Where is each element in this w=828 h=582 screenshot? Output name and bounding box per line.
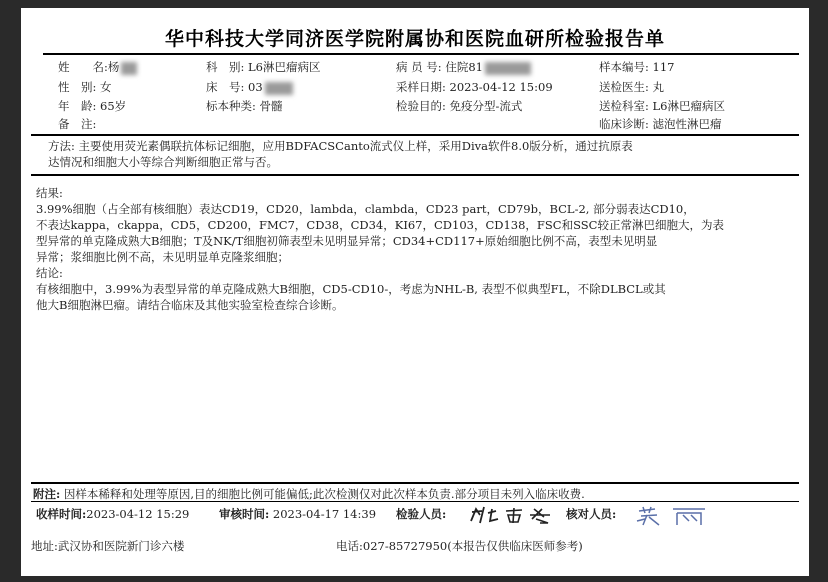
conclusion-line: 他大B细胞淋巴瘤。请结合临床及其他实验室检查综合诊断。 [36, 298, 344, 312]
doctor-row [599, 79, 664, 95]
method-line: 方法: 主要使用荧光素偶联抗体标记细胞，应用BDFACSCanto流式仪上样，采用Diva软件8.0版分析，通过抗原表 [48, 139, 633, 153]
collect-date-row [396, 79, 553, 95]
bed-row [206, 79, 293, 95]
sample-type-value: 骨髓 [259, 99, 283, 113]
conclusion-heading: 结论: [36, 266, 63, 280]
method-bottom-rule [31, 174, 799, 176]
case-no-value: 住院81 [445, 60, 483, 74]
note-text: 因样本稀释和处理等原因,目的细胞比例可能偏低;此次检测仅对此次样本负责.部分项目未列入临床收费. [63, 487, 585, 501]
receive-label: 收样时间: [36, 507, 87, 521]
remarks-label: 备 注: [58, 117, 97, 131]
dept-row [206, 59, 320, 75]
tester-row [396, 506, 446, 522]
gender-row [58, 79, 112, 95]
bed-label: 床 号: [206, 80, 245, 94]
sample-no-value: 117 [652, 60, 675, 74]
method-line: 达情况和细胞大小等综合判断细胞正常与否。 [48, 155, 278, 169]
collect-date-label: 采样日期: [396, 80, 446, 94]
method-block [36, 138, 633, 170]
case-no-label: 病 员 号: [396, 60, 442, 74]
tester-signature [466, 503, 566, 527]
results-block [36, 185, 724, 313]
sample-type-row [206, 98, 283, 114]
receive-time-row [36, 506, 189, 522]
diagnosis-row [599, 116, 722, 132]
review-label: 审核时间: [219, 507, 270, 521]
footer-top-rule [31, 482, 799, 484]
dept-value: L6淋巴瘤病区 [248, 60, 321, 74]
name-label: 姓 名: [58, 60, 108, 74]
doctor-label: 送检医生: [599, 80, 649, 94]
bed-value: 03 [248, 80, 263, 94]
footer-mid-rule [31, 501, 799, 502]
sample-no-label: 样本编号: [599, 60, 649, 74]
receive-value: 2023-04-12 15:29 [86, 507, 190, 521]
checker-signature [633, 503, 723, 529]
collect-date-value: 2023-04-12 15:09 [449, 80, 553, 94]
patient-name-row [58, 59, 137, 75]
review-time-row [219, 506, 376, 522]
report-title: 华中科技大学同济医学院附属协和医院血研所检验报告单 [164, 28, 665, 50]
age-label: 年 龄: [58, 99, 97, 113]
results-line: 不表达kappa，ckappa，CD5，CD200，FMC7，CD38，CD34，KI67，CD103，CD138，FSC和SSC较正常淋巴细胞大，为表 [36, 218, 724, 232]
purpose-row [396, 98, 522, 114]
results-line: 异常；浆细胞比例不高，未见明显单克隆浆细胞； [36, 250, 289, 264]
doctor-value: 丸 [652, 80, 665, 94]
age-value: 65岁 [100, 99, 127, 113]
ward-value: L6淋巴瘤病区 [652, 99, 725, 113]
dept-label: 科 别: [206, 60, 245, 74]
ward-row [599, 98, 725, 114]
method-top-rule [31, 134, 799, 136]
remarks-row [58, 116, 96, 132]
header-rule [43, 53, 799, 55]
ward-label: 送检科室: [599, 99, 649, 113]
diagnosis-label: 临床诊断: [599, 117, 649, 131]
sample-type-label: 标本种类: [206, 99, 256, 113]
redaction-blur [485, 62, 531, 75]
note-row [33, 486, 585, 502]
tester-label: 检验人员: [396, 507, 447, 521]
gender-value: 女 [100, 80, 112, 94]
checker-row [566, 506, 616, 522]
age-row [58, 98, 126, 114]
purpose-label: 检验目的: [396, 99, 446, 113]
phone-text: 电话:027-85727950(本报告仅供临床医师参考) [336, 539, 583, 553]
name-value: 杨 [107, 60, 120, 74]
redaction-blur [121, 62, 137, 75]
report-sheet [21, 8, 809, 576]
results-line: 型异常的单克隆成熟大B细胞；T及NK/T细胞初筛表型未见明显异常；CD34+CD117+原始细胞比例不高，表型未见明显 [36, 234, 658, 248]
note-label: 附注: [33, 487, 61, 501]
conclusion-line: 有核细胞中，3.99%为表型异常的单克隆成熟大B细胞，CD5-CD10-，考虑为NHL-B, 表型不似典型FL，不除DLBCL或其 [36, 282, 666, 296]
address-text: 地址:武汉协和医院新门诊六楼 [31, 539, 185, 553]
case-no-row [396, 59, 531, 75]
review-value: 2023-04-17 14:39 [272, 507, 377, 521]
purpose-value: 免疫分型-流式 [449, 99, 523, 113]
sample-no-row [599, 59, 674, 75]
gender-label: 性 别: [58, 80, 97, 94]
redaction-blur [265, 82, 293, 95]
results-heading: 结果: [36, 186, 63, 200]
checker-label: 核对人员: [566, 507, 617, 521]
diagnosis-value: 滤泡性淋巴瘤 [652, 117, 722, 131]
results-line: 3.99%细胞（占全部有核细胞）表达CD19，CD20，lambda，clambda，CD23 part，CD79b，BCL-2, 部分弱表达CD10， [36, 202, 695, 216]
